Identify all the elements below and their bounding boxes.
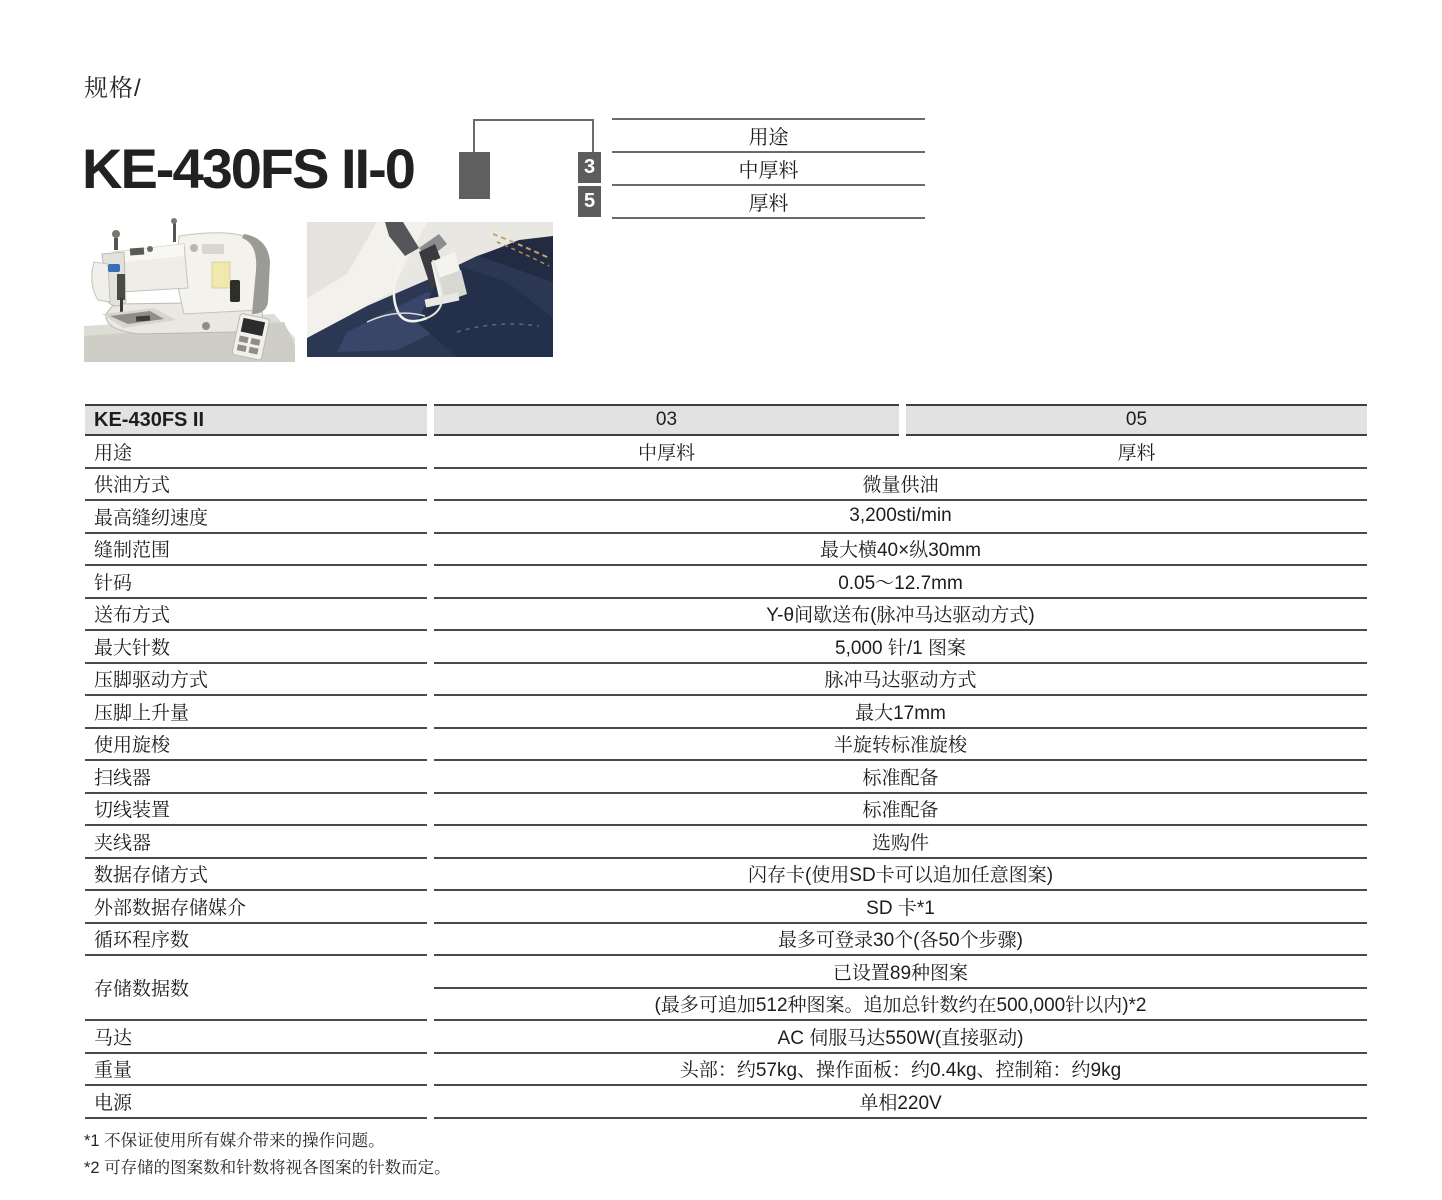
row-value: 标准配备 — [434, 794, 1367, 827]
table-row — [85, 599, 1367, 632]
row-value: 闪存卡(使用SD卡可以追加任意图案) — [434, 859, 1367, 892]
row-label: 切线装置 — [85, 794, 427, 827]
table-row — [85, 924, 1367, 957]
row-label: 供油方式 — [85, 469, 427, 502]
row-value-col-05: 厚料 — [1117, 442, 1156, 464]
row-label: 缝制范围 — [85, 534, 427, 567]
row-value: 5,000 针/1 图案 — [434, 631, 1367, 664]
table-row — [85, 1086, 1367, 1119]
row-label: 用途 — [85, 436, 427, 469]
spec-table — [85, 404, 1367, 1119]
variant-legend-option-3: 中厚料 — [612, 153, 925, 186]
spec-header-col-03: 03 — [434, 404, 899, 436]
row-value-split — [434, 436, 1367, 469]
spec-table-header-row — [85, 404, 1367, 436]
table-row-usage — [85, 436, 1367, 469]
row-value: 半旋转标准旋梭 — [434, 729, 1367, 762]
row-value: Y-θ间歇送布(脉冲马达驱动方式) — [434, 599, 1367, 632]
row-label: 针码 — [85, 566, 427, 599]
row-label: 压脚上升量 — [85, 696, 427, 729]
connector-line-vertical-right — [592, 121, 594, 152]
table-row — [85, 469, 1367, 502]
row-label: 电源 — [85, 1086, 427, 1119]
row-label: 数据存储方式 — [85, 859, 427, 892]
variant-legend-table — [612, 118, 925, 219]
row-label: 外部数据存储媒介 — [85, 891, 427, 924]
row-value-line-2: (最多可追加512种图案。追加总针数约在500,000针以内)*2 — [434, 989, 1367, 1022]
row-value: 选购件 — [434, 826, 1367, 859]
row-value-line-1: 已设置89种图案 — [434, 956, 1367, 989]
variant-legend-header: 用途 — [612, 120, 925, 153]
row-label: 最大针数 — [85, 631, 427, 664]
variant-badge-5: 5 — [578, 186, 601, 217]
table-row — [85, 826, 1367, 859]
connector-line-horizontal — [473, 119, 594, 121]
row-value: SD 卡*1 — [434, 891, 1367, 924]
connector-line-vertical-left — [473, 119, 475, 152]
row-label: 送布方式 — [85, 599, 427, 632]
variant-badge-3: 3 — [578, 152, 601, 183]
row-value-col-03: 中厚料 — [637, 442, 695, 464]
row-value: 0.05～12.7mm — [434, 566, 1367, 599]
row-value: 头部：约57kg、操作面板：约0.4kg、控制箱：约9kg — [434, 1054, 1367, 1087]
table-row — [85, 761, 1367, 794]
row-label: 循环程序数 — [85, 924, 427, 957]
row-value-stack — [434, 956, 1367, 1021]
row-value: 脉冲马达驱动方式 — [434, 664, 1367, 697]
row-value: AC 伺服马达550W(直接驱动) — [434, 1021, 1367, 1054]
row-value: 最多可登录30个(各50个步骤) — [434, 924, 1367, 957]
row-value: 单相220V — [434, 1086, 1367, 1119]
table-row — [85, 729, 1367, 762]
table-row — [85, 534, 1367, 567]
table-row — [85, 1021, 1367, 1054]
spec-header-model: KE-430FS II — [85, 404, 427, 436]
table-row — [85, 1054, 1367, 1087]
row-label: 压脚驱动方式 — [85, 664, 427, 697]
row-value: 最大横40×纵30mm — [434, 534, 1367, 567]
table-row — [85, 794, 1367, 827]
model-title: KE-430FS II-0 — [82, 137, 414, 200]
row-label: 最高缝纫速度 — [85, 501, 427, 534]
row-label: 存储数据数 — [85, 956, 427, 1021]
spec-header-col-05: 05 — [906, 404, 1367, 436]
footnote-1: *1 不保证使用所有媒介带来的操作问题。 — [84, 1132, 385, 1150]
table-row — [85, 566, 1367, 599]
row-value: 最大17mm — [434, 696, 1367, 729]
table-row — [85, 501, 1367, 534]
table-row — [85, 859, 1367, 892]
table-row — [85, 631, 1367, 664]
row-value: 3,200sti/min — [434, 501, 1367, 534]
machine-photo — [84, 218, 295, 362]
variant-placeholder-square — [459, 152, 490, 199]
row-label: 扫线器 — [85, 761, 427, 794]
footnote-2: *2 可存储的图案数和针数将视各图案的针数而定。 — [84, 1158, 451, 1177]
row-value: 标准配备 — [434, 761, 1367, 794]
table-row-storage — [85, 956, 1367, 1021]
row-label: 重量 — [85, 1054, 427, 1087]
row-label: 使用旋梭 — [85, 729, 427, 762]
section-label: 规格/ — [84, 75, 142, 102]
table-row — [85, 891, 1367, 924]
variant-legend-option-5: 厚料 — [612, 186, 925, 219]
table-row — [85, 696, 1367, 729]
sewing-closeup-photo — [307, 222, 553, 357]
row-value: 微量供油 — [434, 469, 1367, 502]
footnotes — [84, 1128, 451, 1181]
row-label: 马达 — [85, 1021, 427, 1054]
row-label: 夹线器 — [85, 826, 427, 859]
table-row — [85, 664, 1367, 697]
